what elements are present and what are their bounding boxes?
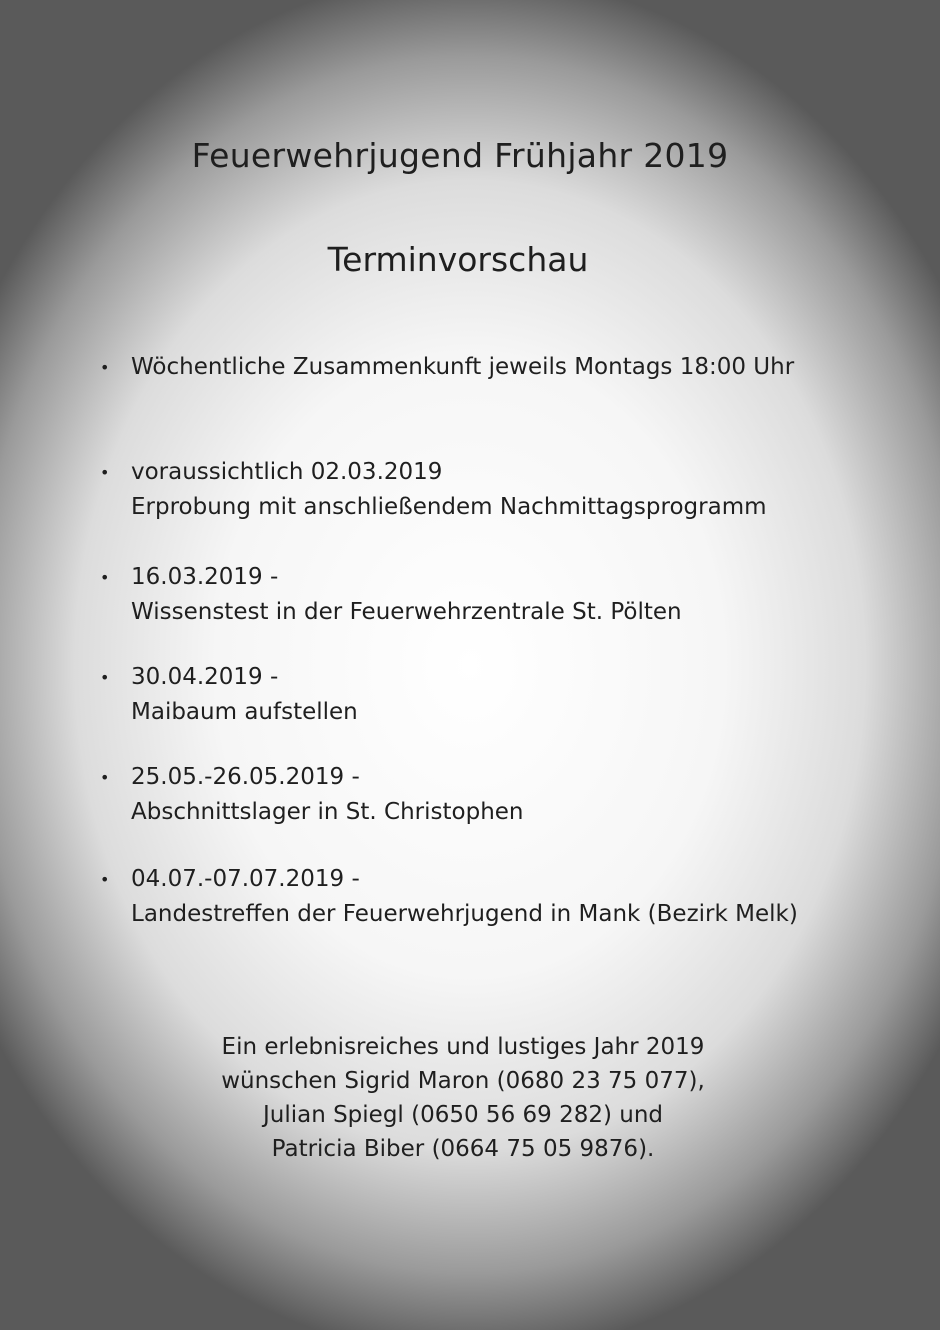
closing-line: Patricia Biber (0664 75 05 9876). (271, 1136, 655, 1162)
closing-line: wünschen Sigrid Maron (0680 23 75 077), (221, 1068, 705, 1094)
bullet-icon: • (100, 463, 110, 482)
closing-note (0, 1030, 926, 1166)
item-line: Wöchentliche Zusammenkunft jeweils Montags 18:00 Uhr (131, 354, 795, 380)
item-description: Landestreffen der Feuerwehrjugend in Mank (Bezirk Melk) (131, 901, 798, 927)
bullet-icon: • (100, 358, 110, 377)
closing-line: Julian Spiegl (0650 56 69 282) und (262, 1102, 664, 1128)
item-date: 25.05.-26.05.2019 - (131, 764, 360, 790)
document-subtitle: Terminvorschau (327, 240, 589, 279)
bullet-icon: • (100, 568, 110, 587)
bullet-icon: • (100, 768, 110, 787)
list-item (100, 660, 860, 730)
item-description: Abschnittslager in St. Christophen (131, 799, 524, 825)
list-item (100, 455, 860, 525)
bullet-icon: • (100, 668, 110, 687)
closing-line: Ein erlebnisreiches und lustiges Jahr 2019 (221, 1034, 705, 1060)
list-item (100, 862, 860, 932)
bullet-icon: • (100, 870, 110, 889)
item-date: 04.07.-07.07.2019 - (131, 866, 360, 892)
item-date: 16.03.2019 - (131, 564, 279, 590)
item-description: Erprobung mit anschließendem Nachmittagsprogramm (131, 494, 767, 520)
document-title: Feuerwehrjugend Frühjahr 2019 (191, 136, 729, 175)
item-date: voraussichtlich 02.03.2019 (131, 459, 443, 485)
list-item (100, 350, 860, 385)
item-description: Maibaum aufstellen (131, 699, 358, 725)
list-item (100, 560, 860, 630)
item-description: Wissenstest in der Feuerwehrzentrale St. Pölten (131, 599, 682, 625)
item-date: 30.04.2019 - (131, 664, 279, 690)
list-item (100, 760, 860, 830)
